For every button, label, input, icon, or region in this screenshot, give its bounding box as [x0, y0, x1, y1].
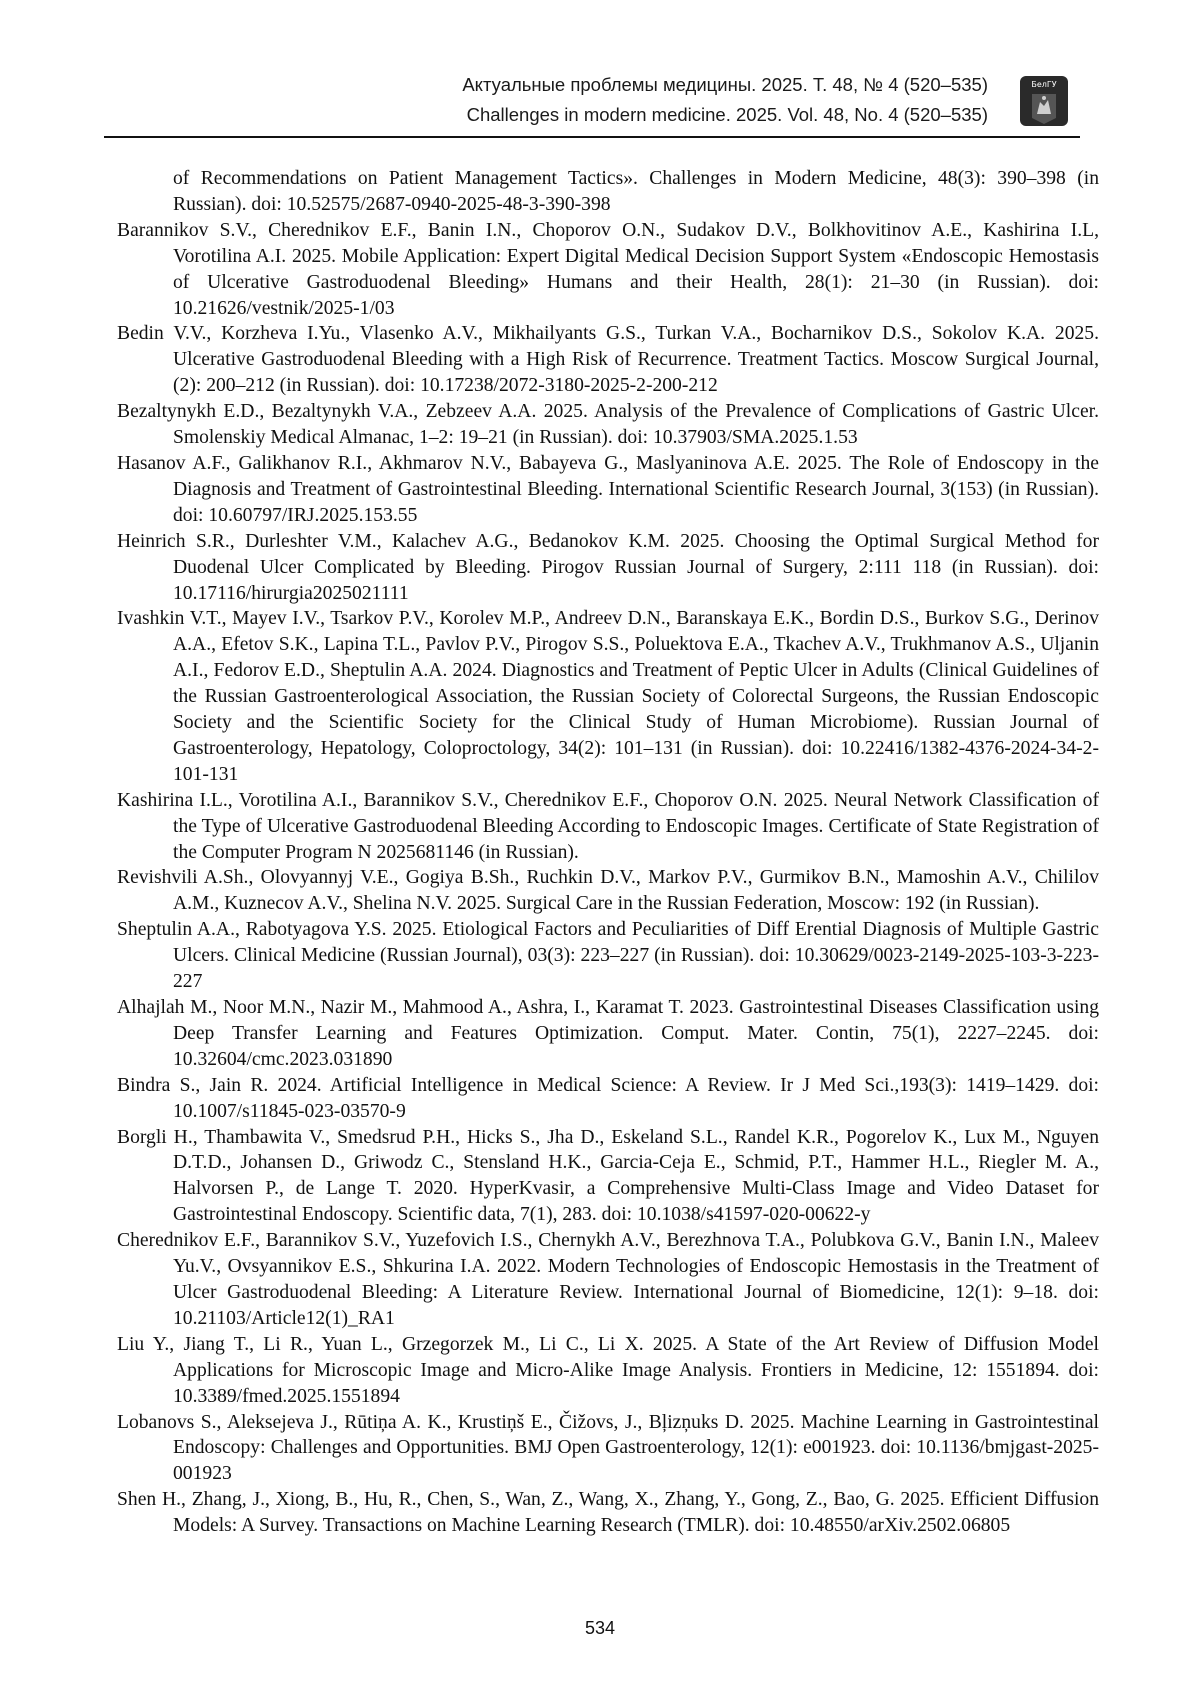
reference-item: of Recommendations on Patient Management Tactics». Challenges in Modern Medicine, 48(3): 390–398 (in Russian). doi: 10.52575/2687-0940-2025-48-3-390-398: [173, 168, 1099, 215]
reference-item: Borgli H., Thambawita V., Smedsrud P.H., Hicks S., Jha D., Eskeland S.L., Randel K.R., Pogorelov K., Lux M., Nguyen D.T.D., Johansen D., Griwodz C., Stensland H.K., Garcia-Ceja E., Schmid, P.T., Hammer H.L., Riegler M. A., Halvorsen P., de Lange T. 2020. HyperKvasir, a Comprehensive Multi-Class Image and Video Dataset for Gastrointestinal Endoscopy. Scientific data, 7(1), 283. doi: 10.1038/s41597-020-00622-y: [117, 1126, 1099, 1226]
reference-item: Ivashkin V.T., Mayev I.V., Tsarkov P.V., Korolev M.P., Andreev D.N., Baranskaya E.K., Bordin D.S., Burkov S.G., Derinov A.A., Efetov S.K., Lapina T.L., Pavlov P.V., Pirogov S.S., Poluektova E.A., Tkachev A.V., Trukhmanov A.S., Uljanin A.I., Fedorov E.D., Sheptulin A.A. 2024. Diagnostics and Treatment of Peptic Ulcer in Adults (Clinical Guidelines of the Russian Gastroenterological Association, the Russian Society of Colorectal Surgeons, the Russian Endoscopic Society and the Scientific Society for the Clinical Study of Human Microbiome). Russian Journal of Gastroenterology, Hepatology, Coloproctology, 34(2): 101–131 (in Russian). doi: 10.22416/1382-4376-2024-34-2-101-131: [117, 608, 1099, 785]
reference-item: Bedin V.V., Korzheva I.Yu., Vlasenko A.V., Mikhailyants G.S., Turkan V.A., Bocharnikov D.S., Sokolov K.A. 2025. Ulcerative Gastroduodenal Bleeding with a High Risk of Recurrence. Treatment Tactics. Moscow Surgical Journal, (2): 200–212 (in Russian). doi: 10.17238/2072-3180-2025-2-200-212: [117, 323, 1099, 397]
header-divider: [104, 136, 1080, 138]
reference-item: Lobanovs S., Aleksejeva J., Rūtiņa A. K., Krustiņš E., Čižovs, J., Bļizņuks D. 2025. Machine Learning in Gastrointestinal Endoscopy: Challenges and Opportunities. BMJ Open Gastroenterology, 12(1): e001923. doi: 10.1136/bmjgast-2025-001923: [117, 1411, 1099, 1485]
journal-citation: [462, 70, 988, 130]
reference-item: Revishvili A.Sh., Olovyannyj V.E., Gogiya B.Sh., Ruchkin D.V., Markov P.V., Gurmikov B.N., Mamoshin A.V., Chililov A.M., Kuznecov A.V., Shelina N.V. 2025. Surgical Care in the Russian Federation, Moscow: 192 (in Russian).: [117, 867, 1099, 915]
university-logo-icon: [1018, 74, 1070, 128]
journal-title-ru: Актуальные проблемы медицины. 2025. Т. 48, № 4 (520–535): [462, 74, 988, 95]
reference-item: Shen H., Zhang, J., Xiong, B., Hu, R., Chen, S., Wan, Z., Wang, X., Zhang, Y., Gong, Z., Bao, G. 2025. Efficient Diffusion Models: A Survey. Transactions on Machine Learning Research (TMLR). doi: 10.48550/arXiv.2502.06805: [117, 1489, 1099, 1537]
reference-item: Alhajlah M., Noor M.N., Nazir M., Mahmood A., Ashra, I., Karamat T. 2023. Gastrointestinal Diseases Classification using Deep Transfer Learning and Features Optimization. Comput. Mater. Contin, 75(1), 2227–2245. doi: 10.32604/cmc.2023.031890: [117, 997, 1099, 1070]
page-number: 534: [584, 1618, 616, 1638]
reference-item: Sheptulin A.A., Rabotyagova Y.S. 2025. Etiological Factors and Peculiarities of Diff Erential Diagnosis of Multiple Gastric Ulcers. Clinical Medicine (Russian Journal), 03(3): 223–227 (in Russian). doi: 10.30629/0023-2149-2025-103-3-223-227: [117, 919, 1099, 993]
journal-title-en: Challenges in modern medicine. 2025. Vol. 48, No. 4 (520–535): [466, 104, 988, 125]
logo-label: БелГУ: [1031, 80, 1057, 89]
reference-item: Heinrich S.R., Durleshter V.M., Kalachev A.G., Bedanokov K.M. 2025. Choosing the Optimal Surgical Method for Duodenal Ulcer Complicated by Bleeding. Pirogov Russian Journal of Surgery, 2:111 118 (in Russian). doi: 10.17116/hirurgia2025021111: [117, 530, 1099, 604]
reference-item: Kashirina I.L., Vorotilina A.I., Barannikov S.V., Cherednikov E.F., Choporov O.N. 2025. Neural Network Classification of the Type of Ulcerative Gastroduodenal Bleeding According to Endoscopic Images. Certificate of State Registration of the Computer Program N 2025681146 (in Russian).: [117, 789, 1099, 863]
reference-item: Liu Y., Jiang T., Li R., Yuan L., Grzegorzek M., Li C., Li X. 2025. A State of the Art Review of Diffusion Model Applications for Microscopic Image and Micro-Alike Image Analysis. Frontiers in Medicine, 12: 1551894. doi: 10.3389/fmed.2025.1551894: [117, 1333, 1099, 1407]
reference-item: Hasanov A.F., Galikhanov R.I., Akhmarov N.V., Babayeva G., Maslyaninova A.E. 2025. The Role of Endoscopy in the Diagnosis and Treatment of Gastrointestinal Bleeding. International Scientific Research Journal, 3(153) (in Russian). doi: 10.60797/IRJ.2025.153.55: [117, 452, 1099, 526]
reference-item: Barannikov S.V., Cherednikov E.F., Banin I.N., Choporov O.N., Sudakov D.V., Bolkhovitinov A.E., Kashirina I.L, Vorotilina A.I. 2025. Mobile Application: Expert Digital Medical Decision Support System «Endoscopic Hemostasis of Ulcerative Gastroduodenal Bleeding» Humans and their Health, 28(1): 21–30 (in Russian). doi: 10.21626/vestnik/2025-1/03: [117, 219, 1099, 319]
reference-list: [117, 166, 1099, 1539]
running-header: [104, 70, 1080, 138]
reference-item: Bezaltynykh E.D., Bezaltynykh V.A., Zebzeev A.A. 2025. Analysis of the Prevalence of Complications of Gastric Ulcer. Smolenskiy Medical Almanac, 1–2: 19–21 (in Russian). doi: 10.37903/SMA.2025.1.53: [117, 401, 1099, 449]
reference-item: Cherednikov E.F., Barannikov S.V., Yuzefovich I.S., Chernykh A.V., Berezhnova T.A., Polubkova G.V., Banin I.N., Maleev Yu.V., Ovsyannikov E.S., Shkurina I.A. 2022. Modern Technologies of Endoscopic Hemostasis in the Treatment of Ulcer Gastroduodenal Bleeding: A Literature Review. International Journal of Biomedicine, 12(1): 9–18. doi: 10.21103/Article12(1)_RA1: [117, 1230, 1099, 1329]
reference-item: Bindra S., Jain R. 2024. Artificial Intelligence in Medical Science: A Review. Ir J Med Sci.,193(3): 1419–1429. doi: 10.1007/s11845-023-03570-9: [117, 1074, 1099, 1122]
